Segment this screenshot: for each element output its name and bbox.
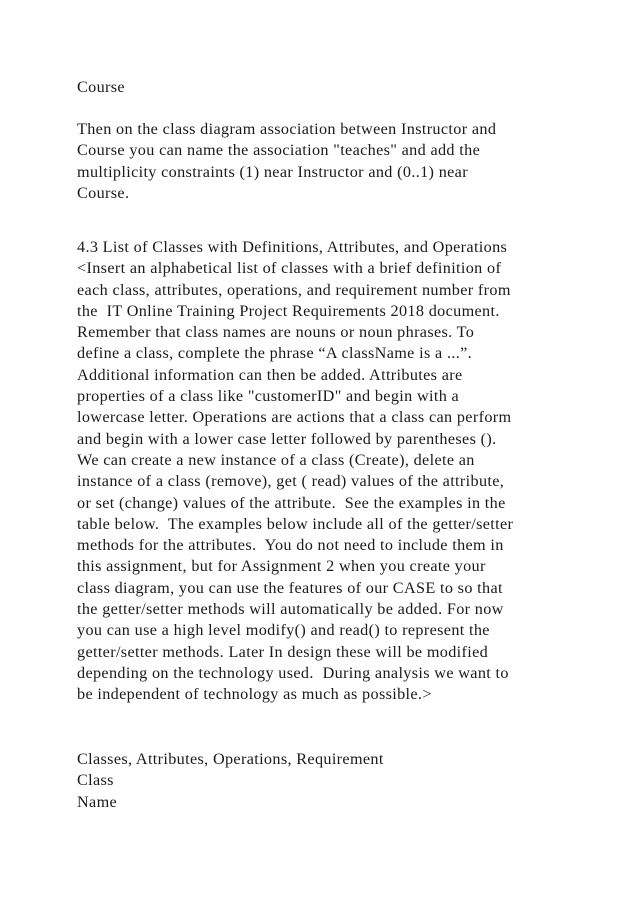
text-line: or set (change) values of the attribute. See the examples in the xyxy=(77,493,506,512)
text-line: table below. The examples below include all of the getter/setter xyxy=(77,514,514,533)
text-line: this assignment, but for Assignment 2 when you create your xyxy=(77,557,486,576)
text-line: the IT Online Training Project Requirements 2018 document. xyxy=(77,301,500,320)
text-line: you can use a high level modify() and read() to represent the xyxy=(77,621,490,640)
text-line: each class, attributes, operations, and requirement number from xyxy=(77,280,511,299)
course-heading xyxy=(77,77,597,98)
text-line: and begin with a lower case letter followed by parentheses (). xyxy=(77,429,497,448)
text-line: be independent of technology as much as possible.> xyxy=(77,685,432,704)
table-title-line: Classes, Attributes, Operations, Requirement xyxy=(77,750,384,768)
text-line: depending on the technology used. During analysis we want to xyxy=(77,663,509,682)
text-line: instance of a class (remove), get ( read) values of the attribute, xyxy=(77,472,505,491)
text-line: Then on the class diagram association between Instructor and xyxy=(77,120,497,138)
text-line: lowercase letter. Operations are actions that a class can perform xyxy=(77,408,512,427)
text-line: We can create a new instance of a class (Create), delete an xyxy=(77,450,475,469)
text-line: getter/setter methods. Later In design these will be modified xyxy=(77,642,489,661)
text-line: Remember that class names are nouns or noun phrases. To xyxy=(77,323,475,342)
text-line: the getter/setter methods will automatically be added. For now xyxy=(77,600,504,619)
text-line: <Insert an alphabetical list of classes with a brief definition of xyxy=(77,259,502,278)
text-line: properties of a class like "customerID" and begin with a xyxy=(77,387,460,406)
section-heading-line: 4.3 List of Classes with Definitions, Attributes, and Operations xyxy=(77,238,508,256)
table-column-name: Name xyxy=(77,792,118,811)
association-paragraph xyxy=(77,119,597,204)
table-column-class: Class xyxy=(77,771,114,790)
text-line: define a class, complete the phrase “A className is a ...”. xyxy=(77,344,473,363)
table-heading-block xyxy=(77,749,597,813)
text-line: multiplicity constraints (1) near Instructor and (0..1) near xyxy=(77,162,468,181)
text-line: Course xyxy=(77,78,125,96)
text-line: methods for the attributes. You do not need to include them in xyxy=(77,536,504,555)
text-line: Course you can name the association "teaches" and add the xyxy=(77,141,481,160)
text-line: class diagram, you can use the features of our CASE to so that xyxy=(77,578,503,597)
text-line: Course. xyxy=(77,183,130,202)
text-line: Additional information can then be added. Attributes are xyxy=(77,365,463,384)
classes-instructions-paragraph xyxy=(77,237,597,706)
